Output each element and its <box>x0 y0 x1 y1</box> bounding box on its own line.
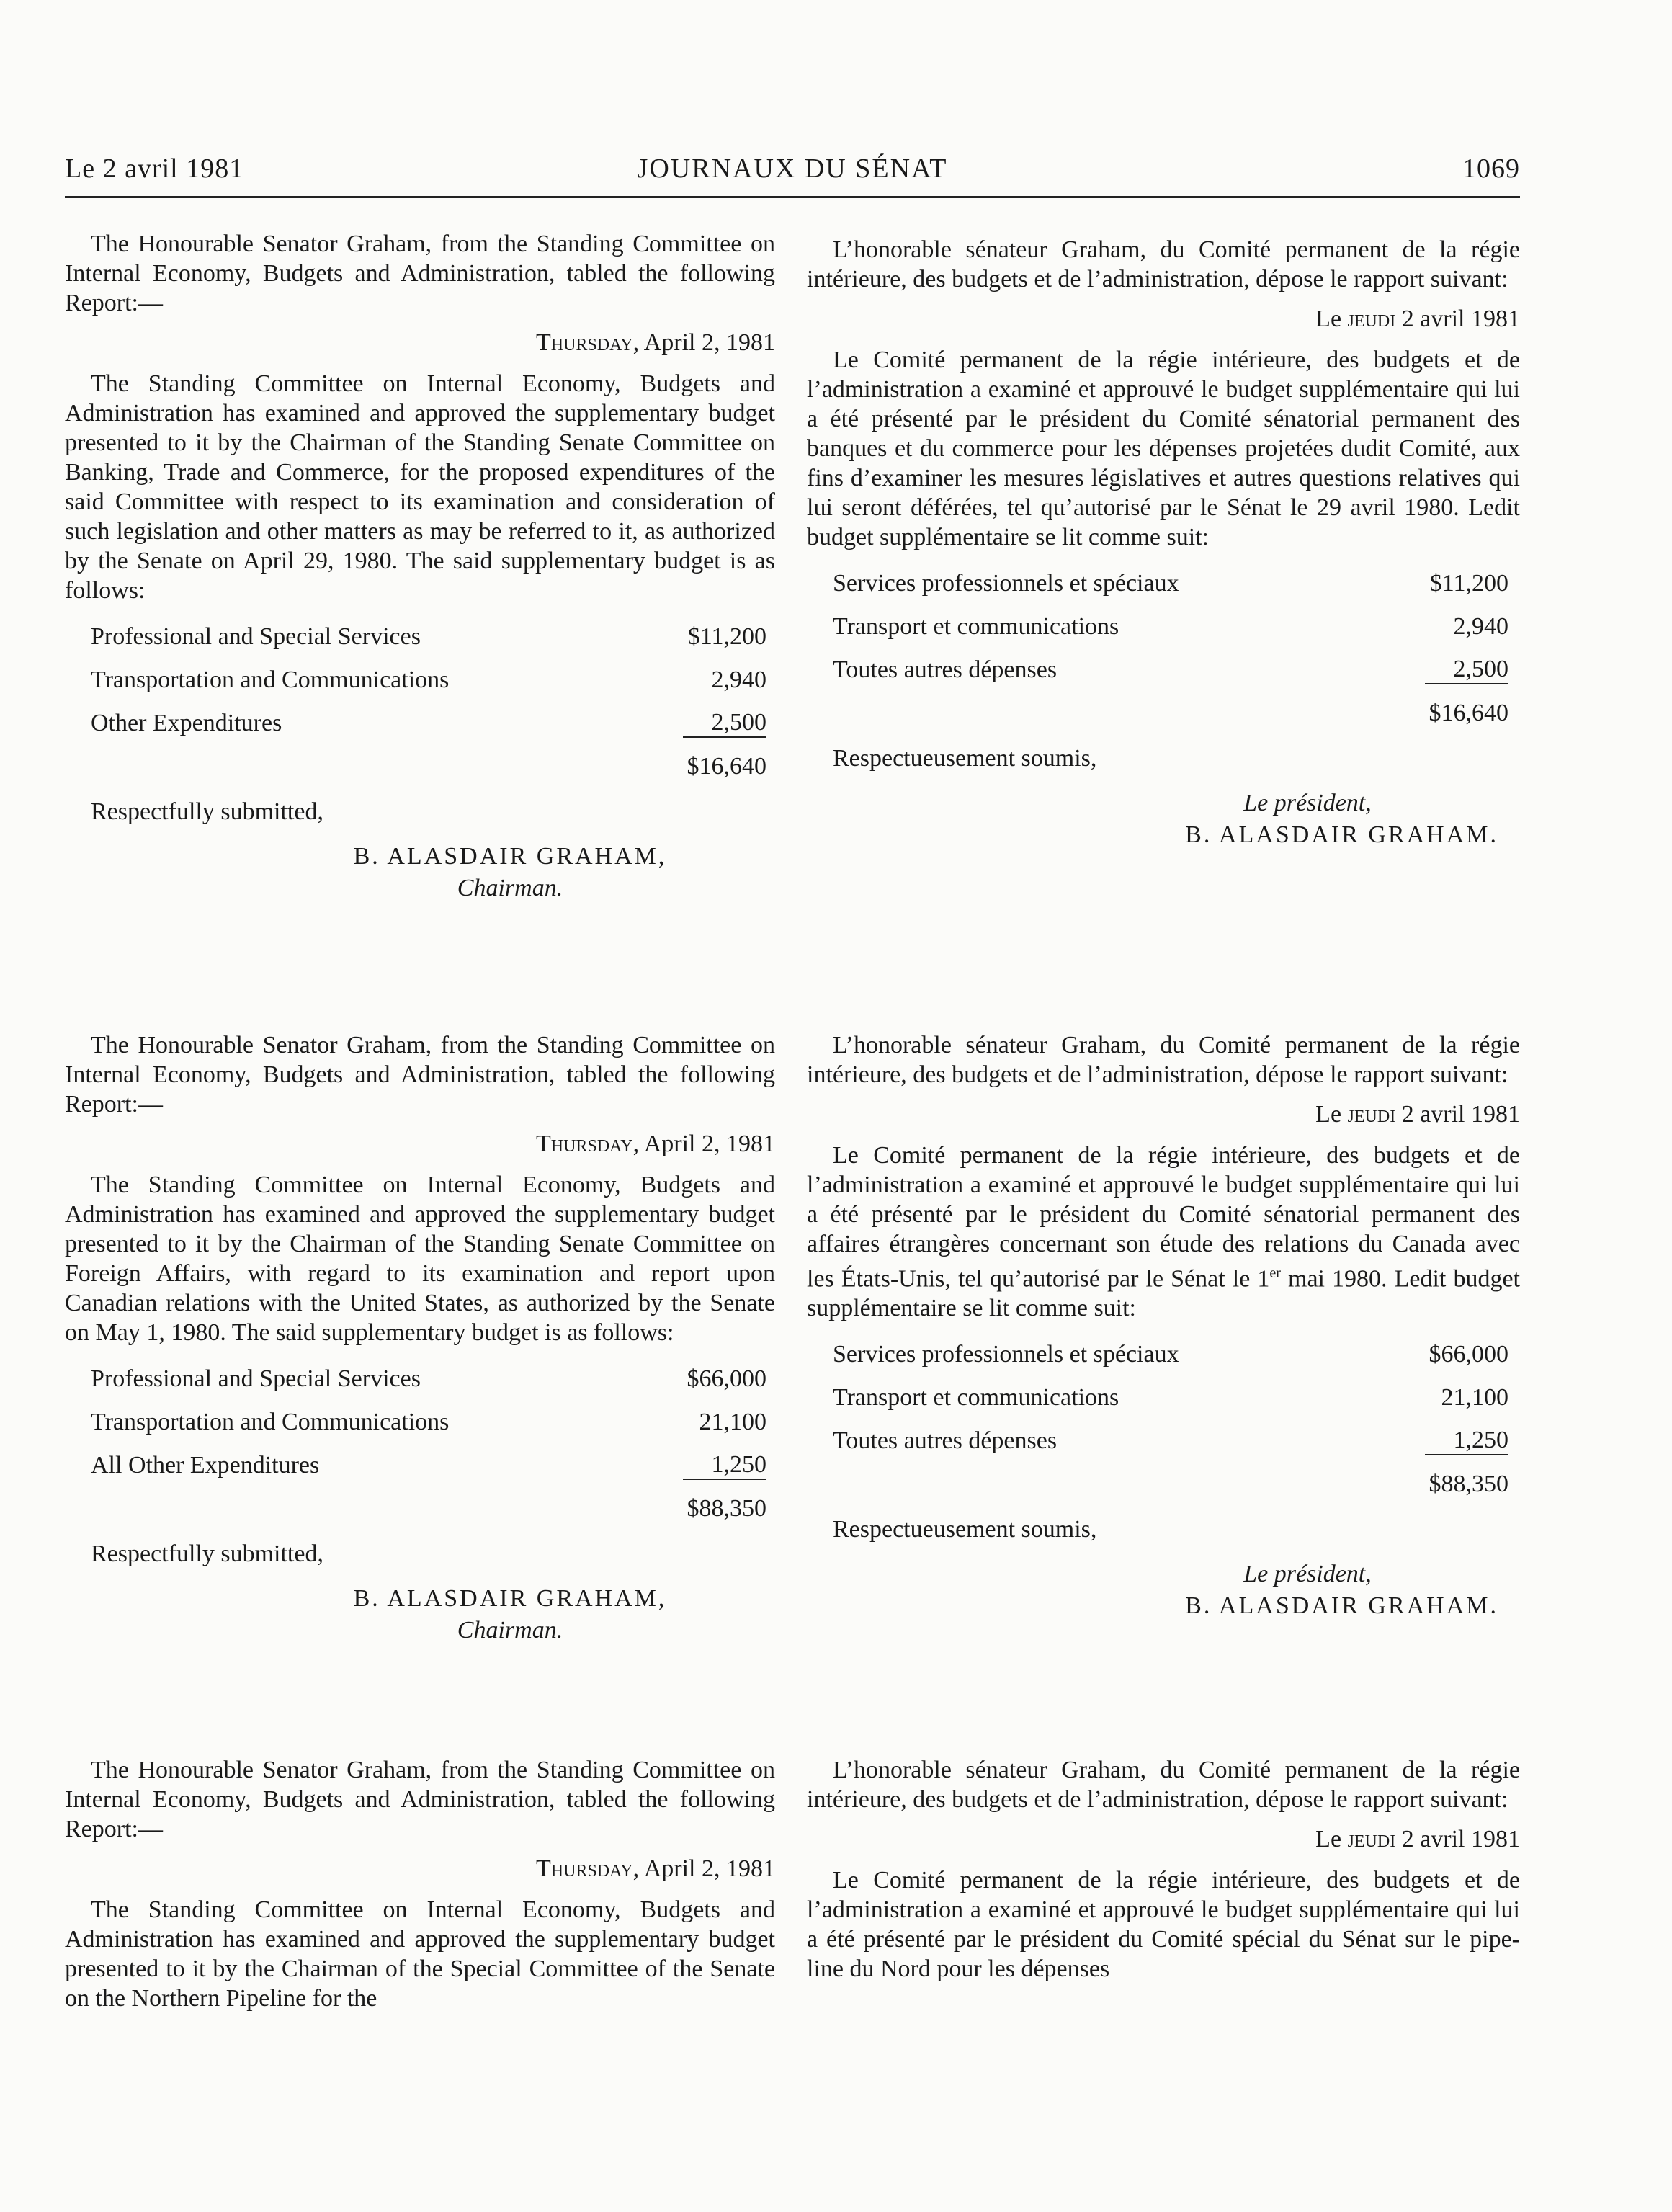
budget-row: Professional and Special Services $11,200 <box>91 623 766 650</box>
report-date: Thursday, April 2, 1981 <box>536 1855 775 1882</box>
report-body: The Standing Committee on Internal Economy, Budgets and Administration has examined and approved the supplementary budget presented to it by the Chairman of the Special Committee of the Senate on the Northern Pipeline for the <box>65 1896 775 2012</box>
signature-block: B. ALASDAIR GRAHAM, Chairman. <box>353 1585 667 1644</box>
header-date: Le 2 avril 1981 <box>65 153 244 184</box>
report-intro: L’honorable sénateur Graham, du Comité permanent de la régie intérieure, des budgets et de l’administration, dépose le rapport suivant: <box>807 236 1520 293</box>
report-date: Le jeudi 2 avril 1981 <box>1315 1101 1520 1128</box>
budget-total-row: $16,640 <box>687 753 766 780</box>
report-3-en <box>65 1755 775 2013</box>
page-header <box>65 153 1520 198</box>
budget-total-row: $88,350 <box>687 1495 766 1522</box>
report-2-fr <box>807 1030 1520 1622</box>
budget-table <box>833 562 1516 735</box>
report-1-en <box>65 229 775 904</box>
budget-row: Transport et communications 2,940 <box>833 613 1508 640</box>
report-date: Le jeudi 2 avril 1981 <box>1315 306 1520 332</box>
report-body: Le Comité permanent de la régie intérieure, des budgets et de l’administration a examiné et approuvé le budget supplémentaire qui lui a été présenté par le président du Comité sénatorial permanent des banques et du commerce pour les dépenses projetées dudit Comité, aux fins d’examiner les mesures législatives et autres questions relatives qui lui seront déférées, tel qu’autorisé par le Sénat le 29 avril 1980. Ledit budget supplémentaire se lit comme suit: <box>807 347 1520 550</box>
report-3-fr <box>807 1755 1520 1984</box>
signature-block: Le président, B. ALASDAIR GRAHAM. <box>1185 1561 1498 1620</box>
budget-row: Transportation and Communications 21,100 <box>91 1409 766 1435</box>
report-date: Le jeudi 2 avril 1981 <box>1315 1826 1520 1852</box>
budget-row: Toutes autres dépenses 2,500 <box>833 656 1508 683</box>
signature-block: B. ALASDAIR GRAHAM, Chairman. <box>353 843 667 901</box>
report-date: Thursday, April 2, 1981 <box>536 1130 775 1157</box>
report-intro: The Honourable Senator Graham, from the Standing Committee on Internal Economy, Budgets and Administration, tabled the following Report:— <box>65 231 775 316</box>
report-body: The Standing Committee on Internal Economy, Budgets and Administration has examined and approved the supplementary budget presented to it by the Chairman of the Standing Senate Committee on Banking, Trade and Commerce, for the proposed expenditures of the said Committee with respect to its examination and consideration of such legislation and other matters as may be referred to it, as authorized by the Senate on April 29, 1980. The said supplementary budget is as follows: <box>65 370 775 604</box>
report-intro: L’honorable sénateur Graham, du Comité permanent de la régie intérieure, des budgets et de l’administration, dépose le rapport suivant: <box>807 1757 1520 1813</box>
report-body: Le Comité permanent de la régie intérieure, des budgets et de l’administration a examiné et approuvé le budget supplémentaire qui lui a été présenté par le président du Comité spécial du Sénat sur le pipe-line du Nord pour les dépenses <box>807 1867 1520 1982</box>
report-body: Le Comité permanent de la régie intérieure, des budgets et de l’administration a examiné et approuvé le budget supplémentaire qui lui a été présenté par le président du Comité sénatorial permanent des affaires étrangères concernant son étude des relations du Canada avec les États-Unis, tel qu’autorisé par le Sénat le 1er mai 1980. Ledit budget supplémentaire se lit comme suit: <box>807 1142 1520 1322</box>
report-intro: The Honourable Senator Graham, from the Standing Committee on Internal Economy, Budgets and Administration, tabled the following Report:— <box>65 1032 775 1118</box>
closing-text: Respectfully submitted, <box>91 1540 323 1567</box>
budget-row: Services professionnels et spéciaux $11,200 <box>833 570 1508 597</box>
budget-total-row: $16,640 <box>1429 700 1508 726</box>
budget-total-row: $88,350 <box>1429 1471 1508 1498</box>
budget-row: Transportation and Communications 2,940 <box>91 666 766 693</box>
budget-row: Toutes autres dépenses 1,250 <box>833 1427 1508 1455</box>
report-1-fr <box>807 235 1520 851</box>
budget-table <box>833 1333 1516 1506</box>
budget-table <box>91 1357 774 1530</box>
budget-table <box>91 615 774 788</box>
signature-block: Le président, B. ALASDAIR GRAHAM. <box>1185 790 1498 848</box>
report-date: Thursday, April 2, 1981 <box>536 329 775 356</box>
budget-row: Services professionnels et spéciaux $66,000 <box>833 1341 1508 1368</box>
page-number: 1069 <box>1462 153 1520 184</box>
closing-text: Respectfully submitted, <box>91 798 323 825</box>
closing-text: Respectueusement soumis, <box>833 1516 1097 1543</box>
report-2-en <box>65 1030 775 1646</box>
header-title: JOURNAUX DU SÉNAT <box>637 153 948 184</box>
budget-row: Other Expenditures 2,500 <box>91 709 766 736</box>
report-intro: L’honorable sénateur Graham, du Comité permanent de la régie intérieure, des budgets et de l’administration, dépose le rapport suivant: <box>807 1032 1520 1088</box>
report-intro: The Honourable Senator Graham, from the Standing Committee on Internal Economy, Budgets and Administration, tabled the following Report:— <box>65 1757 775 1842</box>
closing-text: Respectueusement soumis, <box>833 745 1097 772</box>
budget-row: All Other Expenditures 1,250 <box>91 1451 766 1479</box>
report-body: The Standing Committee on Internal Economy, Budgets and Administration has examined and approved the supplementary budget presented to it by the Chairman of the Standing Senate Committee on Foreign Affairs, with regard to its examination and report upon Canadian relations with the United States, as authorized by the Senate on May 1, 1980. The said supplementary budget is as follows: <box>65 1172 775 1346</box>
budget-row: Professional and Special Services $66,000 <box>91 1365 766 1392</box>
budget-row: Transport et communications 21,100 <box>833 1384 1508 1412</box>
